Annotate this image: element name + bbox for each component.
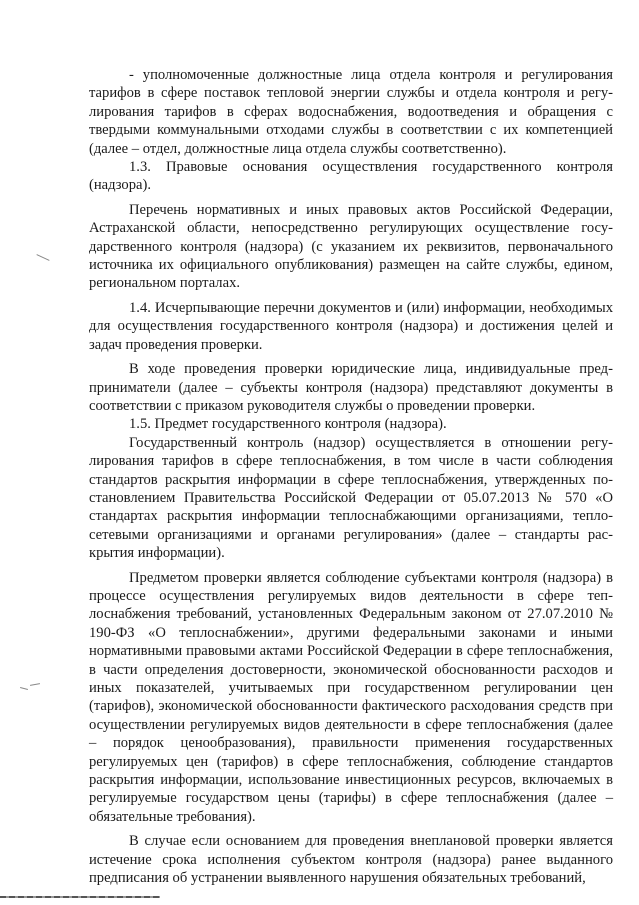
section-heading-1-5: 1.5. Предмет государственного контроля (надзора). xyxy=(129,416,447,433)
paragraph: - уполномоченные должностные лица отдела контроля и регулирования тарифов в сфере поставок тепловой энергии службы и отдела контроля и регулирования тарифов в сферах водоснабжения, водоотведения и обращения с твердыми коммунальными отходами службы в соответствии с их компетенцией (далее – отдел, должностные лица отдела службы соответственно). xyxy=(89,67,613,157)
scan-mark xyxy=(30,683,40,686)
scan-edge-line xyxy=(0,896,160,898)
paragraph: В ходе проведения проверки юридические лица, индивидуальные предприниматели (далее – субъекты контроля (надзора) представляют документы в соответствии с приказом руководителя службы о проведении проверки. xyxy=(89,361,613,414)
paragraph: В случае если основанием для проведения внеплановой проверки является истечение срока исполнения субъектом контроля (надзора) ранее выданного предписания об устранении выявленного нарушения обязательных требований, xyxy=(89,833,613,887)
document-body xyxy=(89,66,613,887)
scan-mark xyxy=(36,254,49,261)
paragraph: Предметом проверки является соблюдение субъектами контроля (надзора) в процессе осуществления регулируемых видов деятельности в сфере теплоснабжения требований, установленных Федеральным законом от 27.07.2010 № 190-ФЗ «О теплоснабжении», другими федеральными законами и иными нормативными правовыми актами Российской Федерации в сфере теплоснабжения, в части определения достоверности, экономической обоснованности расходов и иных показателей, учитываемых при государственном регулировании цен (тарифов), экономической обоснованности фактического расходования средств при осуществлении регулируемых видов деятельности в сфере теплоснабжения (далее – порядок ценообразования), правильности применения государственных регулируемых цен (тарифов) в сфере теплоснабжения, соблюдение стандартов раскрытия информации, использование инвестиционных ресурсов, включаемых в регулируемые государством цены (тарифы) в сфере теплоснабжения (далее – обязательные требования). xyxy=(89,569,613,825)
scan-mark xyxy=(20,687,28,690)
paragraph: Перечень нормативных и иных правовых актов Российской Федерации, Астраханской области, непосредственно регулирующих осуществление государственного контроля (надзора) (с указанием их реквизитов, первоначального источника их официального опубликования) размещен на сайте службы, едином, региональном порталах. xyxy=(89,201,613,292)
section-heading-1-3: 1.3. Правовые основания осуществления государственного контроля (надзора). xyxy=(89,159,613,194)
section-heading-1-4: 1.4. Исчерпывающие перечни документов и (или) информации, необходимых для осуществления государственного контроля (надзора) и достижения целей и задач проведения проверки. xyxy=(89,299,613,353)
paragraph: Государственный контроль (надзор) осуществляется в отношении регулирования тарифов в сфере теплоснабжения, в том числе в части соблюдения стандартов раскрытия информации в сфере теплоснабжения, утвержденных постановлением Правительства Российской Федерации от 05.07.2013 № 570 «О стандартах раскрытия информации теплоснабжающими организациями, теплосетевыми организациями и органами регулирования» (далее – стандарты раскрытия информации). xyxy=(89,434,613,562)
